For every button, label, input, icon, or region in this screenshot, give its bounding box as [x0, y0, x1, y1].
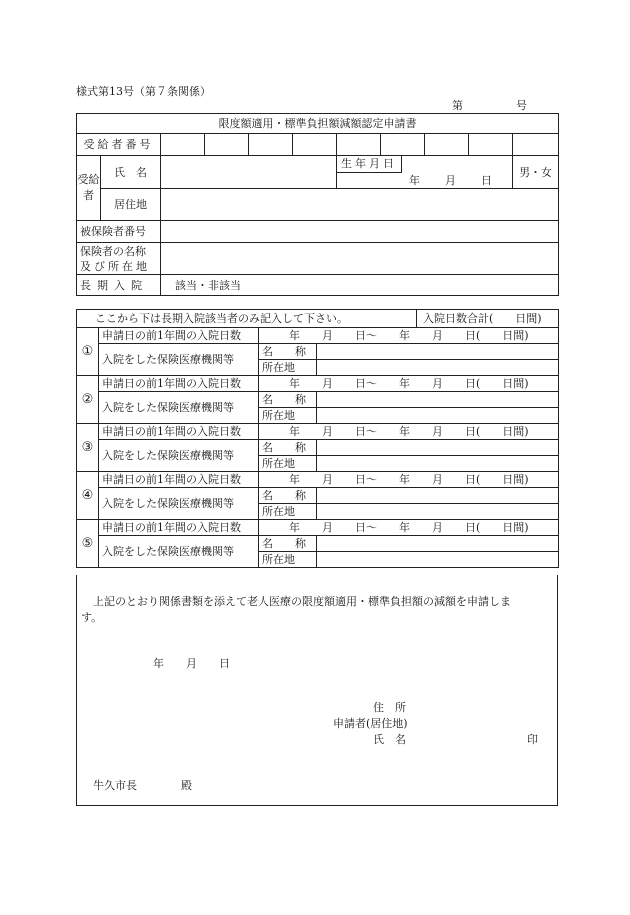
entry-name-label: 名 称	[259, 392, 317, 408]
statement-line2: す。	[81, 611, 103, 624]
entry-name-label: 名 称	[259, 536, 317, 552]
recipient-number-label: 受給者番号	[77, 134, 161, 156]
insured-number-field[interactable]	[161, 221, 559, 243]
gender-selector[interactable]: 男・女	[513, 156, 559, 189]
declaration-box	[76, 575, 558, 806]
addressee: 牛久市長 殿	[93, 779, 192, 792]
applicant-name-label: 氏 名	[373, 733, 406, 746]
entry-days-label: 申請日の前1年間の入院日数	[99, 472, 259, 488]
entry-days-label: 申請日の前1年間の入院日数	[99, 520, 259, 536]
hospitalization-table	[76, 309, 559, 568]
entry-days-label: 申請日の前1年間の入院日数	[99, 328, 259, 344]
insurer-field[interactable]	[161, 243, 559, 275]
long-stay-label: 長期入院	[77, 275, 161, 296]
entry-period[interactable]: 年 月 日～ 年 月 日( 日間)	[259, 376, 559, 392]
long-stay-selector[interactable]: 該当・非該当	[161, 275, 559, 296]
entry-name-field[interactable]	[317, 344, 559, 360]
long-stay-note: ここから下は長期入院該当者のみ記入して下さい。	[95, 312, 348, 325]
birthdate-cell[interactable]	[337, 156, 513, 189]
entry-address-field[interactable]	[317, 408, 559, 424]
entry-address-label: 所在地	[259, 504, 317, 520]
entry-days-label: 申請日の前1年間の入院日数	[99, 376, 259, 392]
entry-institution-label: 入院をした保険医療機関等	[99, 440, 259, 472]
recipient-number-digit-1[interactable]	[161, 134, 205, 156]
entry-address-label: 所在地	[259, 408, 317, 424]
entry-name-field[interactable]	[317, 392, 559, 408]
statement-line1: 上記のとおり関係書類を添えて老人医療の限度額適用・標準負担額の減額を申請しま	[93, 595, 511, 608]
address-field[interactable]	[161, 189, 559, 221]
entry-name-field[interactable]	[317, 440, 559, 456]
entry-marker: ②	[77, 376, 99, 424]
entry-name-field[interactable]	[317, 488, 559, 504]
birth-month-label: 月	[445, 174, 456, 187]
entry-address-label: 所在地	[259, 360, 317, 376]
entry-period[interactable]: 年 月 日～ 年 月 日( 日間)	[259, 424, 559, 440]
total-days-label[interactable]: 入院日数合計( 日間)	[423, 312, 542, 325]
recipient-number-digit-2[interactable]	[205, 134, 249, 156]
applicant-label: 申請者(居住地)	[333, 717, 408, 730]
entry-institution-label: 入院をした保険医療機関等	[99, 392, 259, 424]
entry-period[interactable]: 年 月 日～ 年 月 日( 日間)	[259, 328, 559, 344]
entry-address-field[interactable]	[317, 552, 559, 568]
entry-address-field[interactable]	[317, 456, 559, 472]
seal-mark: 印	[527, 733, 538, 746]
birth-year-label: 年	[409, 174, 420, 187]
insurer-label-line2: 及び所在地	[80, 259, 150, 273]
entry-address-field[interactable]	[317, 504, 559, 520]
recipient-label: 受給者	[77, 156, 101, 221]
entry-address-field[interactable]	[317, 360, 559, 376]
hospitalization-entries	[77, 328, 559, 568]
recipient-number-digit-8[interactable]	[469, 134, 513, 156]
birth-day-label: 日	[481, 174, 492, 187]
entry-address-label: 所在地	[259, 456, 317, 472]
recipient-number-digit-6[interactable]	[381, 134, 425, 156]
recipient-number-digit-5[interactable]	[337, 134, 381, 156]
applicant-address-label: 住 所	[373, 701, 406, 714]
recipient-number-digit-4[interactable]	[293, 134, 337, 156]
form-title: 限度額適用・標準負担額減額認定申請書	[77, 114, 559, 134]
form-number-label: 様式第13号（第７条関係）	[76, 85, 211, 98]
recipient-number-digit-7[interactable]	[425, 134, 469, 156]
name-field[interactable]	[161, 156, 337, 189]
entry-address-label: 所在地	[259, 552, 317, 568]
entry-days-label: 申請日の前1年間の入院日数	[99, 424, 259, 440]
insurer-label	[77, 243, 161, 275]
entry-marker: ③	[77, 424, 99, 472]
number-suffix: 号	[516, 99, 527, 112]
entry-institution-label: 入院をした保険医療機関等	[99, 488, 259, 520]
insured-number-label: 被保険者番号	[77, 221, 161, 243]
entry-name-label: 名 称	[259, 440, 317, 456]
entry-period[interactable]: 年 月 日～ 年 月 日( 日間)	[259, 472, 559, 488]
name-label: 氏 名	[101, 156, 161, 189]
insurer-label-line1: 保険者の名称	[80, 244, 146, 258]
entry-institution-label: 入院をした保険医療機関等	[99, 344, 259, 376]
entry-name-label: 名 称	[259, 344, 317, 360]
entry-institution-label: 入院をした保険医療機関等	[99, 536, 259, 568]
number-prefix: 第	[452, 99, 463, 112]
entry-marker: ⑤	[77, 520, 99, 568]
entry-name-label: 名 称	[259, 488, 317, 504]
recipient-number-digit-3[interactable]	[249, 134, 293, 156]
entry-marker: ①	[77, 328, 99, 376]
entry-period[interactable]: 年 月 日～ 年 月 日( 日間)	[259, 520, 559, 536]
address-label: 居住地	[101, 189, 161, 221]
long-stay-note-row	[77, 310, 559, 328]
birthdate-label: 生年月日	[337, 156, 402, 173]
application-date[interactable]: 年 月 日	[153, 657, 230, 670]
entry-marker: ④	[77, 472, 99, 520]
applicant-info-table	[76, 113, 559, 296]
recipient-number-tail	[513, 134, 559, 156]
entry-name-field[interactable]	[317, 536, 559, 552]
